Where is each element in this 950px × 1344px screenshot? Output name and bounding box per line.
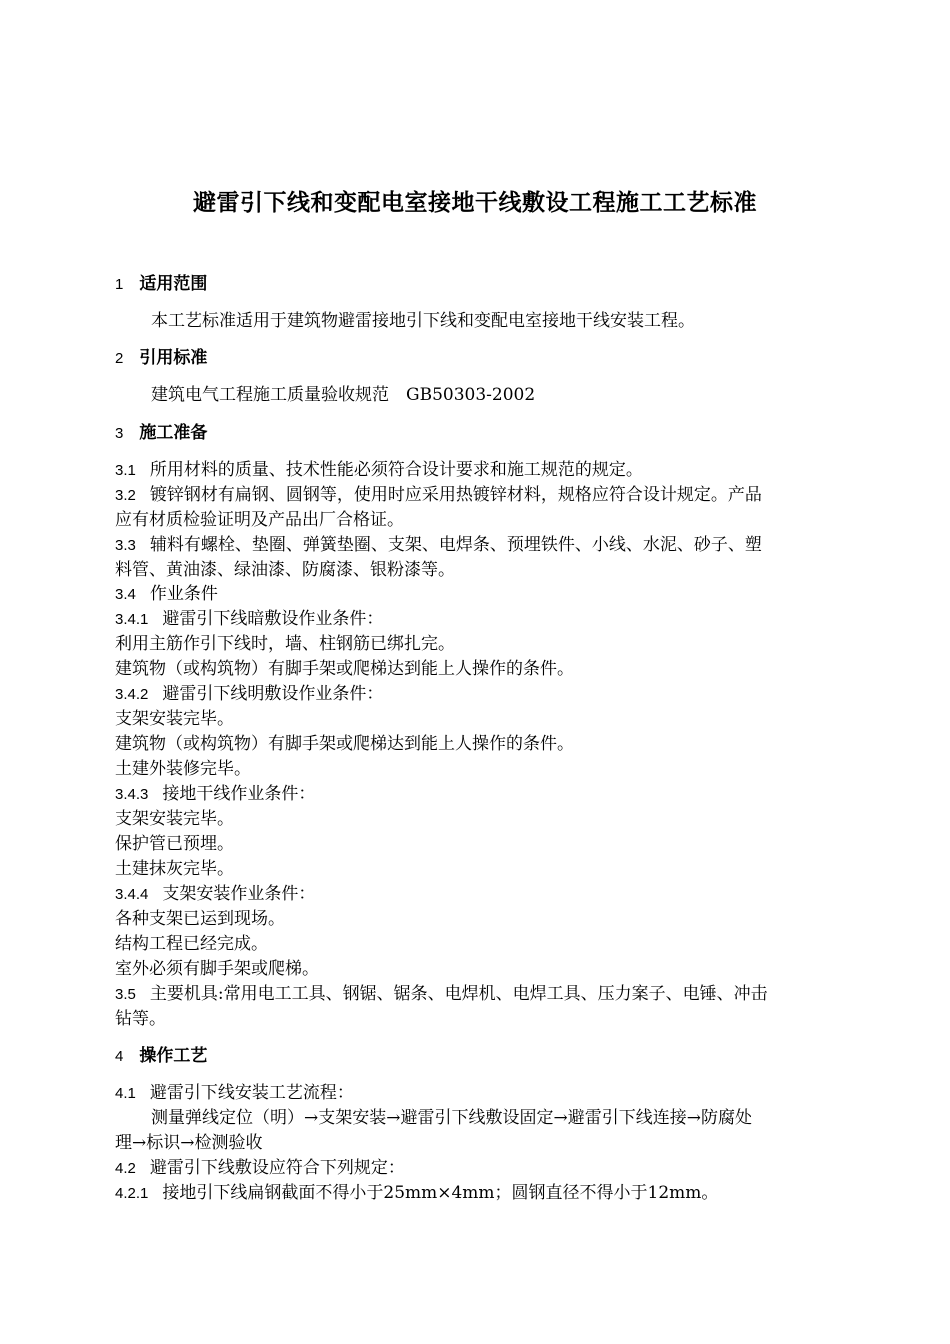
- clause-3-1: [115, 458, 643, 483]
- clause-text: 主要机具:常用电工工具、钢锯、锯条、电焊机、电焊工具、压力案子、电锤、冲击: [149, 984, 768, 1004]
- clause-text: 避雷引下线明敷设作业条件：: [162, 684, 384, 704]
- clause-text: 支架安装作业条件：: [162, 884, 316, 904]
- clause-3-4-3: [115, 782, 315, 807]
- section-2-heading: [115, 346, 207, 371]
- clause-number: 4.2: [115, 1160, 136, 1177]
- clause-number: 3.2: [115, 487, 136, 504]
- section-number: 4: [115, 1048, 124, 1065]
- condition-line: 支架安装完毕。: [115, 809, 234, 829]
- section-1-heading: [115, 272, 207, 297]
- clause-3-3: [115, 533, 762, 558]
- clause-3-3-cont: 料管、黄油漆、绿油漆、防腐漆、银粉漆等。: [115, 560, 455, 580]
- clause-4-2-1: [115, 1181, 718, 1206]
- clause-text: 接地干线作业条件：: [162, 784, 316, 804]
- section-number: 2: [115, 350, 124, 367]
- clause-3-4-1: [115, 607, 383, 632]
- document-title: 避雷引下线和变配电室接地干线敷设工程施工工艺标准: [193, 190, 757, 216]
- clause-number: 3.3: [115, 537, 136, 554]
- clause-text: 避雷引下线暗敷设作业条件：: [162, 609, 384, 629]
- section-title: 引用标准: [139, 348, 208, 368]
- clause-number: 3.5: [115, 986, 136, 1003]
- condition-line: 土建外装修完毕。: [115, 759, 251, 779]
- clause-3-5-cont: 钻等。: [115, 1009, 166, 1029]
- condition-line: 建筑物（或构筑物）有脚手架或爬梯达到能上人操作的条件。: [115, 734, 574, 754]
- clause-text: 镀锌钢材有扁钢、圆钢等，使用时应采用热镀锌材料，规格应符合设计规定。产品: [149, 485, 762, 505]
- clause-text: 避雷引下线安装工艺流程：: [149, 1083, 354, 1103]
- condition-line: 利用主筋作引下线时，墙、柱钢筋已绑扎完。: [115, 634, 455, 654]
- condition-line: 土建抹灰完毕。: [115, 859, 234, 879]
- process-flow-cont: 理→标识→检测验收: [115, 1133, 263, 1153]
- clause-number: 4.2.1: [115, 1185, 149, 1202]
- clause-text: 作业条件: [149, 584, 218, 604]
- clause-3-2: [115, 483, 762, 508]
- section-4-heading: [115, 1044, 207, 1069]
- clause-3-2-cont: 应有材质检验证明及产品出厂合格证。: [115, 510, 404, 530]
- clause-number: 3.4.1: [115, 611, 149, 628]
- section-title: 适用范围: [139, 274, 208, 294]
- clause-4-1: [115, 1081, 354, 1106]
- section-3-heading: [115, 421, 207, 446]
- section-title: 施工准备: [139, 423, 208, 443]
- clause-number: 3.4.3: [115, 786, 149, 803]
- clause-number: 3.4: [115, 586, 136, 603]
- condition-line: 结构工程已经完成。: [115, 934, 268, 954]
- clause-number: 3.4.2: [115, 686, 149, 703]
- clause-text: 辅料有螺栓、垫圈、弹簧垫圈、支架、电焊条、预埋铁件、小线、水泥、砂子、塑: [149, 535, 762, 555]
- clause-3-4-4: [115, 882, 315, 907]
- clause-3-4-2: [115, 682, 383, 707]
- condition-line: 建筑物（或构筑物）有脚手架或爬梯达到能上人操作的条件。: [115, 659, 574, 679]
- clause-3-5: [115, 982, 768, 1007]
- clause-number: 3.1: [115, 462, 136, 479]
- condition-line: 室外必须有脚手架或爬梯。: [115, 959, 319, 979]
- condition-line: 各种支架已运到现场。: [115, 909, 285, 929]
- clause-text: 所用材料的质量、技术性能必须符合设计要求和施工规范的规定。: [149, 460, 643, 480]
- clause-number: 3.4.4: [115, 886, 149, 903]
- clause-text: 接地引下线扁钢截面不得小于25mm×4mm；圆钢直径不得小于12mm。: [162, 1183, 719, 1203]
- condition-line: 支架安装完毕。: [115, 709, 234, 729]
- section-title: 操作工艺: [139, 1046, 208, 1066]
- process-flow: 测量弹线定位（明）→支架安装→避雷引下线敷设固定→避雷引下线连接→防腐处: [151, 1108, 752, 1128]
- paragraph: 建筑电气工程施工质量验收规范 GB50303-2002: [151, 385, 536, 405]
- section-number: 3: [115, 425, 124, 442]
- paragraph: 本工艺标准适用于建筑物避雷接地引下线和变配电室接地干线安装工程。: [151, 311, 695, 331]
- condition-line: 保护管已预埋。: [115, 834, 234, 854]
- clause-number: 4.1: [115, 1085, 136, 1102]
- clause-4-2: [115, 1156, 405, 1181]
- clause-3-4: [115, 582, 218, 607]
- section-number: 1: [115, 276, 124, 293]
- clause-text: 避雷引下线敷设应符合下列规定：: [149, 1158, 405, 1178]
